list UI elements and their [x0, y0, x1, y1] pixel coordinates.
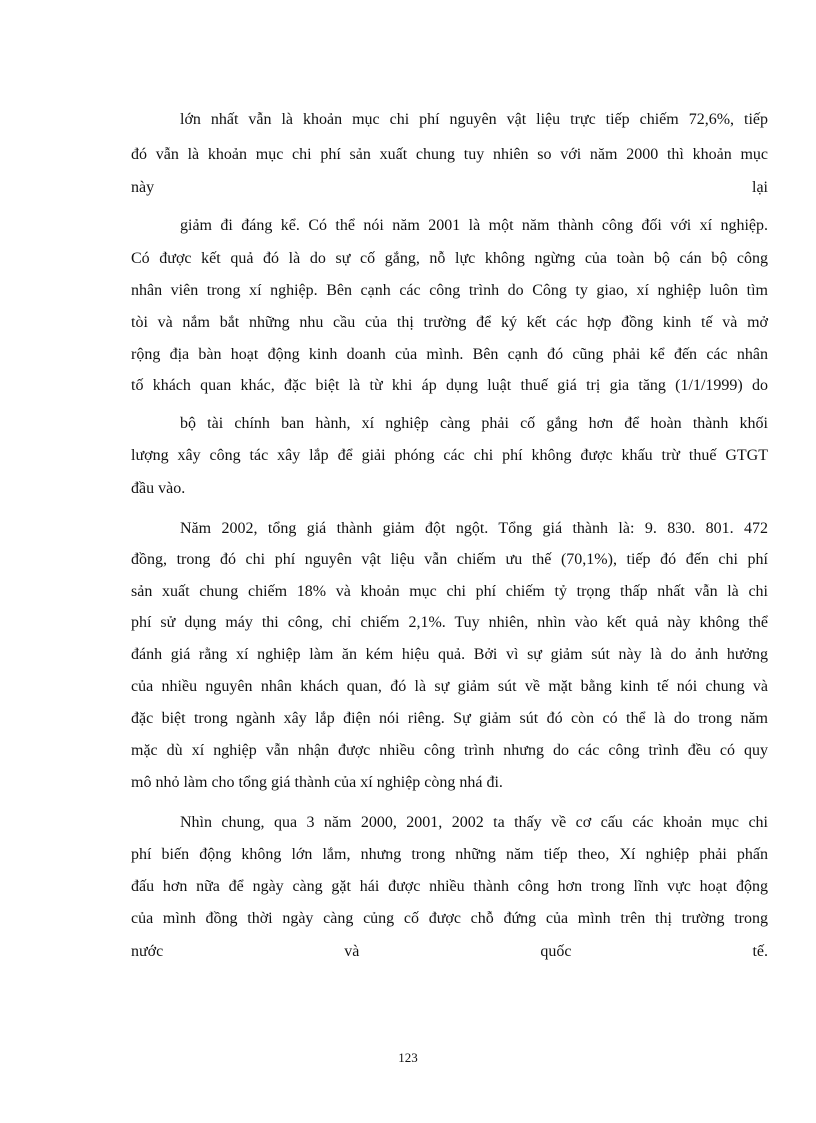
word: tế.: [752, 943, 768, 960]
paragraph-4-line-7: đặc biệt trong ngành xây lắp điện nói riêng. Sự giảm sút đó còn có thể là do trong năm: [131, 710, 768, 727]
word: này: [131, 179, 155, 196]
paragraph-2-line-4: tòi và nắm bắt những nhu cầu của thị trường để ký kết các hợp đồng kinh tế và mở: [131, 314, 768, 331]
paragraph-4-line-8: mặc dù xí nghiệp vẫn nhận được nhiều công trình nhưng do các công trình đều có quy: [131, 742, 768, 759]
paragraph-5-line-2: phí biến động không lớn lắm, nhưng trong những năm tiếp theo, Xí nghiệp phải phấn: [131, 846, 768, 863]
paragraph-1-line-3: [131, 178, 768, 198]
paragraph-1-line-1: lớn nhất vẫn là khoản mục chi phí nguyên vật liệu trực tiếp chiếm 72,6%, tiếp: [180, 111, 768, 128]
paragraph-1-line-2: đó vẫn là khoản mục chi phí sản xuất chung tuy nhiên so với năm 2000 thì khoản mục: [131, 146, 768, 163]
paragraph-2-line-2: Có được kết quả đó là do sự cố gắng, nỗ lực không ngừng của toàn bộ cán bộ công: [131, 250, 768, 267]
paragraph-4-line-6: của nhiều nguyên nhân khách quan, đó là sự giảm sút về mặt bằng kinh tế nói chung và: [131, 678, 768, 695]
word: và: [344, 943, 360, 960]
paragraph-5-line-1: Nhìn chung, qua 3 năm 2000, 2001, 2002 ta thấy về cơ cấu các khoản mục chi: [180, 814, 768, 831]
paragraph-2-line-1: giảm đi đáng kể. Có thể nói năm 2001 là một năm thành công đối với xí nghiệp.: [180, 217, 768, 234]
word: nước: [131, 943, 164, 960]
paragraph-4-line-3: sản xuất chung chiếm 18% và khoản mục chi phí chiếm tỷ trọng thấp nhất vẫn là chi: [131, 583, 768, 600]
paragraph-3-line-2: lượng xây công tác xây lắp để giải phóng các chi phí không được khấu trừ thuế GTGT: [131, 447, 768, 464]
page-number: 123: [398, 1050, 418, 1065]
paragraph-4-line-9: mô nhỏ làm cho tổng giá thành của xí nghiệp còng nhá đi.: [131, 774, 503, 791]
word: lại: [752, 179, 768, 196]
paragraph-4-line-2: đồng, trong đó chi phí nguyên vật liệu vẫn chiếm ưu thế (70,1%), tiếp đó đến chi phí: [131, 551, 768, 568]
paragraph-5-line-4: của mình đồng thời ngày càng củng cố được chỗ đứng của mình trên thị trường trong: [131, 910, 768, 927]
paragraph-3-line-1: bộ tài chính ban hành, xí nghiệp càng phải cố gắng hơn để hoàn thành khối: [180, 415, 768, 432]
paragraph-4-line-4: phí sử dụng máy thi công, chỉ chiếm 2,1%. Tuy nhiên, nhìn vào kết quả này không thể: [131, 614, 768, 631]
paragraph-2-line-6: tố khách quan khác, đặc biệt là từ khi áp dụng luật thuế giá trị gia tăng (1/1/1999) do: [131, 377, 768, 394]
word: quốc: [540, 943, 572, 960]
paragraph-4-line-1: Năm 2002, tổng giá thành giảm đột ngột. Tổng giá thành là: 9. 830. 801. 472: [180, 520, 768, 537]
paragraph-3-line-3: đầu vào.: [131, 480, 186, 497]
paragraph-4-line-5: đánh giá rằng xí nghiệp làm ăn kém hiệu quả. Bởi vì sự giảm sút này là do ảnh hưởng: [131, 646, 768, 663]
paragraph-5-line-3: đấu hơn nữa để ngày càng gặt hái được nhiều thành công hơn trong lĩnh vực hoạt động: [131, 878, 768, 895]
paragraph-2-line-3: nhân viên trong xí nghiệp. Bên cạnh các công trình do Công ty giao, xí nghiệp luôn tìm: [131, 282, 768, 299]
paragraph-5-line-5: [131, 942, 768, 962]
paragraph-2-line-5: rộng địa bàn hoạt động kinh doanh của mình. Bên cạnh đó cũng phải kể đến các nhân: [131, 346, 768, 363]
